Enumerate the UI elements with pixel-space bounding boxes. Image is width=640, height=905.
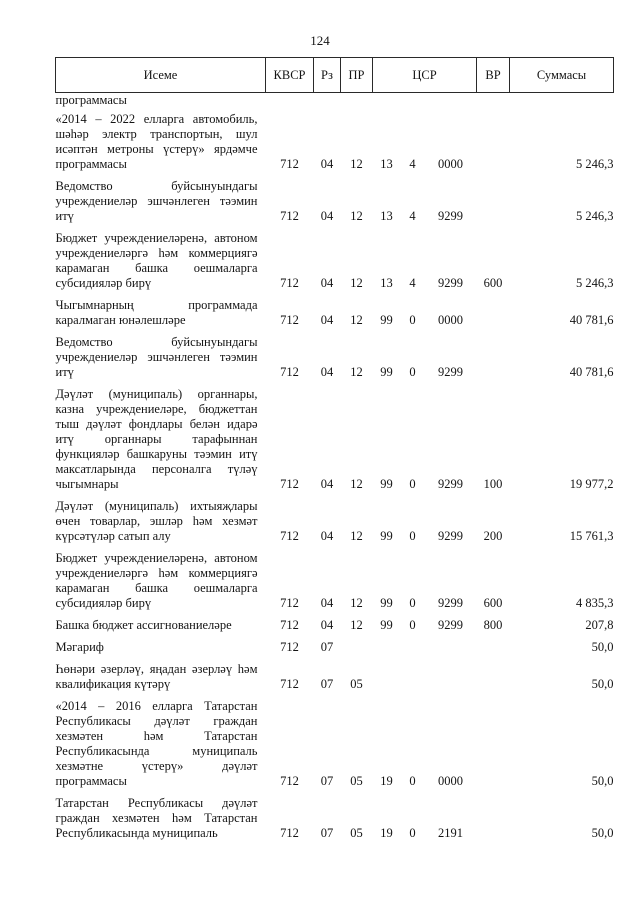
cell-c2: 0 <box>409 826 416 840</box>
cell-c1: 13 <box>380 276 393 290</box>
cell-name: Башка бюджет ассигнованиеләре <box>55 618 232 632</box>
cell-vr <box>477 298 510 335</box>
cell-kvsr <box>266 93 314 113</box>
cell-pr: 12 <box>350 313 363 327</box>
cell-c3: 0000 <box>438 774 463 788</box>
cell-c2: 0 <box>409 365 416 379</box>
budget-table <box>55 57 614 848</box>
cell-rz: 04 <box>320 477 334 491</box>
cell-pr: 05 <box>350 826 363 840</box>
cell-name: Татарстан Республикасы дәүләт граждан хезмәтен һәм Татарстан Республикасында муниципаль <box>55 796 258 840</box>
cell-c2: 4 <box>409 209 416 223</box>
cell-pr: 12 <box>350 529 363 543</box>
cell-kvsr: 712 <box>280 209 299 223</box>
cell-sum: 40 781,6 <box>569 313 614 327</box>
cell-vr: 600 <box>483 596 503 610</box>
cell-kvsr: 712 <box>280 677 299 691</box>
cell-kvsr: 712 <box>280 774 299 788</box>
cell-vr <box>477 796 510 848</box>
cell-sum: 50,0 <box>591 640 614 654</box>
cell-pr <box>341 640 373 662</box>
cell-kvsr: 712 <box>280 313 299 327</box>
cell-name: Һөнәри әзерләү, яңадан әзерләү һәм квалификация күтәрү <box>55 662 258 691</box>
cell-name: программасы <box>55 93 127 107</box>
cell-name: Мәгариф <box>55 640 104 654</box>
cell-c1: 99 <box>380 596 393 610</box>
cell-c3: 9299 <box>438 209 463 223</box>
cell-vr: 200 <box>483 529 503 543</box>
cell-name: Дәүләт (муниципаль) ихтыяҗлары өчен товарлар, эшләр һәм хезмәт күрсәтүләр сатып алу <box>55 499 258 543</box>
cell-c2: 4 <box>409 157 416 171</box>
cell-rz: 04 <box>320 157 334 171</box>
cell-c2: 0 <box>409 313 416 327</box>
cell-kvsr: 712 <box>280 618 299 632</box>
cell-c3: 9299 <box>438 276 463 290</box>
cell-rz: 04 <box>320 209 334 223</box>
cell-c3: 9299 <box>438 529 463 543</box>
cell-c3: 9299 <box>438 596 463 610</box>
cell-c1: 19 <box>380 826 393 840</box>
cell-c1: 99 <box>380 529 393 543</box>
cell-vr <box>477 640 510 662</box>
cell-rz: 04 <box>320 529 334 543</box>
cell-c1 <box>373 640 401 662</box>
cell-name: Бюджет учреждениеләренә, автоном учреждениеләргә һәм коммерциягә карамаган башка оешмаларга субсидияләр бирү <box>55 551 258 610</box>
table-header-row <box>56 58 614 93</box>
header-pr: ПР <box>341 58 373 93</box>
cell-kvsr: 712 <box>280 477 299 491</box>
cell-c3 <box>425 93 477 113</box>
table-row <box>56 179 614 231</box>
cell-c2 <box>401 640 425 662</box>
header-csr: ЦСР <box>373 58 477 93</box>
cell-kvsr: 712 <box>280 640 299 654</box>
cell-rz: 07 <box>320 774 334 788</box>
table-row <box>56 699 614 796</box>
cell-c2: 0 <box>409 529 416 543</box>
cell-c3: 9299 <box>438 477 463 491</box>
page-number: 124 <box>310 33 330 48</box>
cell-rz: 04 <box>320 313 334 327</box>
cell-kvsr: 712 <box>280 529 299 543</box>
cell-sum: 207,8 <box>585 618 614 632</box>
cell-c2 <box>401 662 425 699</box>
cell-c1: 99 <box>380 365 393 379</box>
cell-rz: 04 <box>320 618 334 632</box>
cell-pr <box>341 93 373 113</box>
cell-kvsr: 712 <box>280 276 299 290</box>
cell-c3: 9299 <box>438 365 463 379</box>
cell-pr: 12 <box>350 276 363 290</box>
cell-name: Чыгымнарның программада каралмаган юнәлешләре <box>55 298 258 327</box>
header-sum: Суммасы <box>510 58 614 93</box>
cell-c2: 0 <box>409 596 416 610</box>
cell-rz: 04 <box>320 365 334 379</box>
cell-vr <box>477 179 510 231</box>
table-row <box>56 231 614 298</box>
cell-sum: 15 761,3 <box>569 529 614 543</box>
cell-c1: 19 <box>380 774 393 788</box>
cell-sum: 40 781,6 <box>569 365 614 379</box>
header-vr: ВР <box>477 58 510 93</box>
cell-rz <box>314 93 341 113</box>
cell-sum: 5 246,3 <box>576 209 614 223</box>
cell-kvsr: 712 <box>280 596 299 610</box>
cell-c3: 0000 <box>438 157 463 171</box>
cell-c3 <box>425 640 477 662</box>
cell-c2: 0 <box>409 477 416 491</box>
cell-vr <box>477 112 510 179</box>
cell-sum: 4 835,3 <box>576 596 614 610</box>
cell-c1: 99 <box>380 477 393 491</box>
cell-rz: 04 <box>320 596 334 610</box>
table-row <box>56 551 614 618</box>
cell-c2 <box>401 93 425 113</box>
table-row <box>56 640 614 662</box>
cell-c2: 0 <box>409 774 416 788</box>
cell-pr: 12 <box>350 477 363 491</box>
cell-sum: 50,0 <box>591 826 614 840</box>
cell-pr: 12 <box>350 157 363 171</box>
table-row <box>56 618 614 640</box>
cell-sum: 5 246,3 <box>576 276 614 290</box>
cell-pr: 12 <box>350 365 363 379</box>
cell-name: «2014 – 2016 елларга Татарстан Республикасы дәүләт граждан хезмәтен һәм Татарстан Республикасында муниципаль хезмәтне үстерү» дәүләт программасы <box>55 699 258 788</box>
table-row <box>56 796 614 848</box>
cell-vr <box>477 699 510 796</box>
cell-sum: 50,0 <box>591 774 614 788</box>
table-row <box>56 387 614 499</box>
cell-vr: 100 <box>483 477 503 491</box>
cell-name: «2014 – 2022 елларга автомобиль, шәһәр электр транспортын, шул исәптән метроны үстерү» ярдәмче программасы <box>55 112 258 171</box>
cell-vr <box>477 335 510 387</box>
cell-pr: 05 <box>350 677 363 691</box>
cell-name: Дәүләт (муниципаль) органнары, казна учреждениеләре, бюджеттан тыш дәүләт фондлары белән идарә итү органнары тарафыннан функцияләр башкаруны тәэмин итү максатларында персоналга түләү чыгымнары <box>55 387 258 491</box>
cell-pr: 12 <box>350 618 363 632</box>
table-row <box>56 93 614 113</box>
cell-vr <box>477 662 510 699</box>
cell-pr: 12 <box>350 209 363 223</box>
header-name: Исеме <box>56 58 266 93</box>
cell-name: Ведомство буйсынуындагы учреждениеләр эшчәнлеген тәэмин итү <box>55 179 258 223</box>
cell-c1 <box>373 662 401 699</box>
cell-name: Бюджет учреждениеләренә, автоном учреждениеләргә һәм коммерциягә карамаган башка оешмаларга субсидияләр бирү <box>55 231 258 290</box>
table-row <box>56 298 614 335</box>
cell-c3 <box>425 662 477 699</box>
cell-c3: 0000 <box>438 313 463 327</box>
header-kvsr: КВСР <box>266 58 314 93</box>
cell-sum: 19 977,2 <box>569 477 614 491</box>
cell-kvsr: 712 <box>280 157 299 171</box>
cell-kvsr: 712 <box>280 826 299 840</box>
table-row <box>56 112 614 179</box>
cell-c1: 99 <box>380 618 393 632</box>
cell-c3: 2191 <box>438 826 463 840</box>
cell-sum: 50,0 <box>591 677 614 691</box>
cell-sum: 5 246,3 <box>576 157 614 171</box>
table-row <box>56 335 614 387</box>
cell-vr: 600 <box>483 276 503 290</box>
cell-c1: 13 <box>380 209 393 223</box>
cell-sum <box>510 93 614 113</box>
header-rz: Рз <box>314 58 341 93</box>
cell-rz: 07 <box>320 826 334 840</box>
table-row <box>56 662 614 699</box>
table-row <box>56 499 614 551</box>
cell-c1 <box>373 93 401 113</box>
cell-c2: 0 <box>409 618 416 632</box>
cell-kvsr: 712 <box>280 365 299 379</box>
cell-pr: 12 <box>350 596 363 610</box>
cell-vr: 800 <box>483 618 503 632</box>
cell-name: Ведомство буйсынуындагы учреждениеләр эшчәнлеген тәэмин итү <box>55 335 258 379</box>
cell-rz: 07 <box>320 640 334 654</box>
cell-c3: 9299 <box>438 618 463 632</box>
cell-rz: 04 <box>320 276 334 290</box>
cell-c1: 13 <box>380 157 393 171</box>
cell-vr <box>477 93 510 113</box>
cell-pr: 05 <box>350 774 363 788</box>
cell-c2: 4 <box>409 276 416 290</box>
cell-c1: 99 <box>380 313 393 327</box>
cell-rz: 07 <box>320 677 334 691</box>
